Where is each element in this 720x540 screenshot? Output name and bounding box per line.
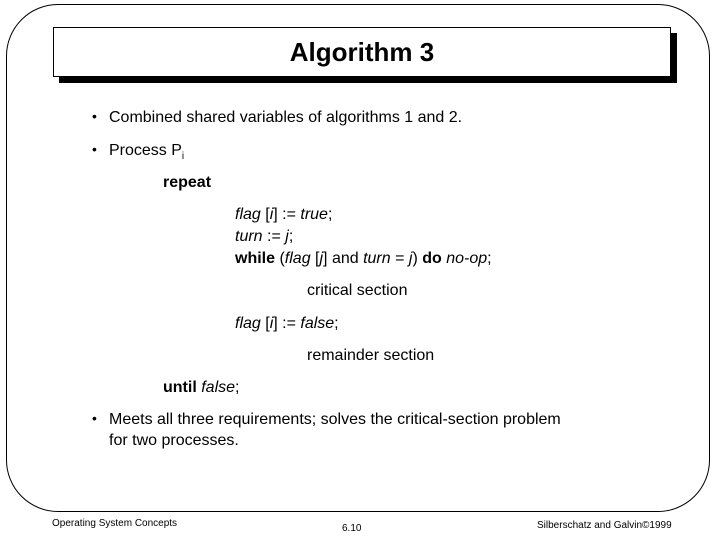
slide-title: Algorithm 3 [289,36,435,67]
bullet-text-1: Combined shared variables of algorithms 1 and 2. [109,109,463,126]
bullet-text-3: Meets all three requirements; solves the critical-section problem [109,411,561,428]
bullet-icon: • [92,108,97,124]
footer-page-number: 6.10 [342,523,362,534]
code-critical-section: critical section [307,282,408,299]
code-line-while: while (flag [j] and turn = j) do no-op; [235,250,492,267]
footer-left: Operating System Concepts [52,518,178,529]
footer-right: Silberschatz and Galvin©1999 [537,520,672,531]
bullet-icon: • [92,141,97,157]
process-subscript: i [181,151,185,163]
process-label: Process P [109,142,182,159]
bullet-icon: • [92,410,97,426]
code-until: until false; [163,379,240,396]
code-repeat: repeat [163,174,212,191]
code-line-flag-true: flag [i] := true; [235,206,333,223]
title-box [53,27,671,77]
code-line-turn: turn := j; [235,228,294,245]
bullet-text-2 [109,141,184,167]
code-remainder-section: remainder section [307,347,435,364]
bullet-text-3-cont: for two processes. [109,432,239,449]
code-line-flag-false: flag [i] := false; [235,315,339,332]
